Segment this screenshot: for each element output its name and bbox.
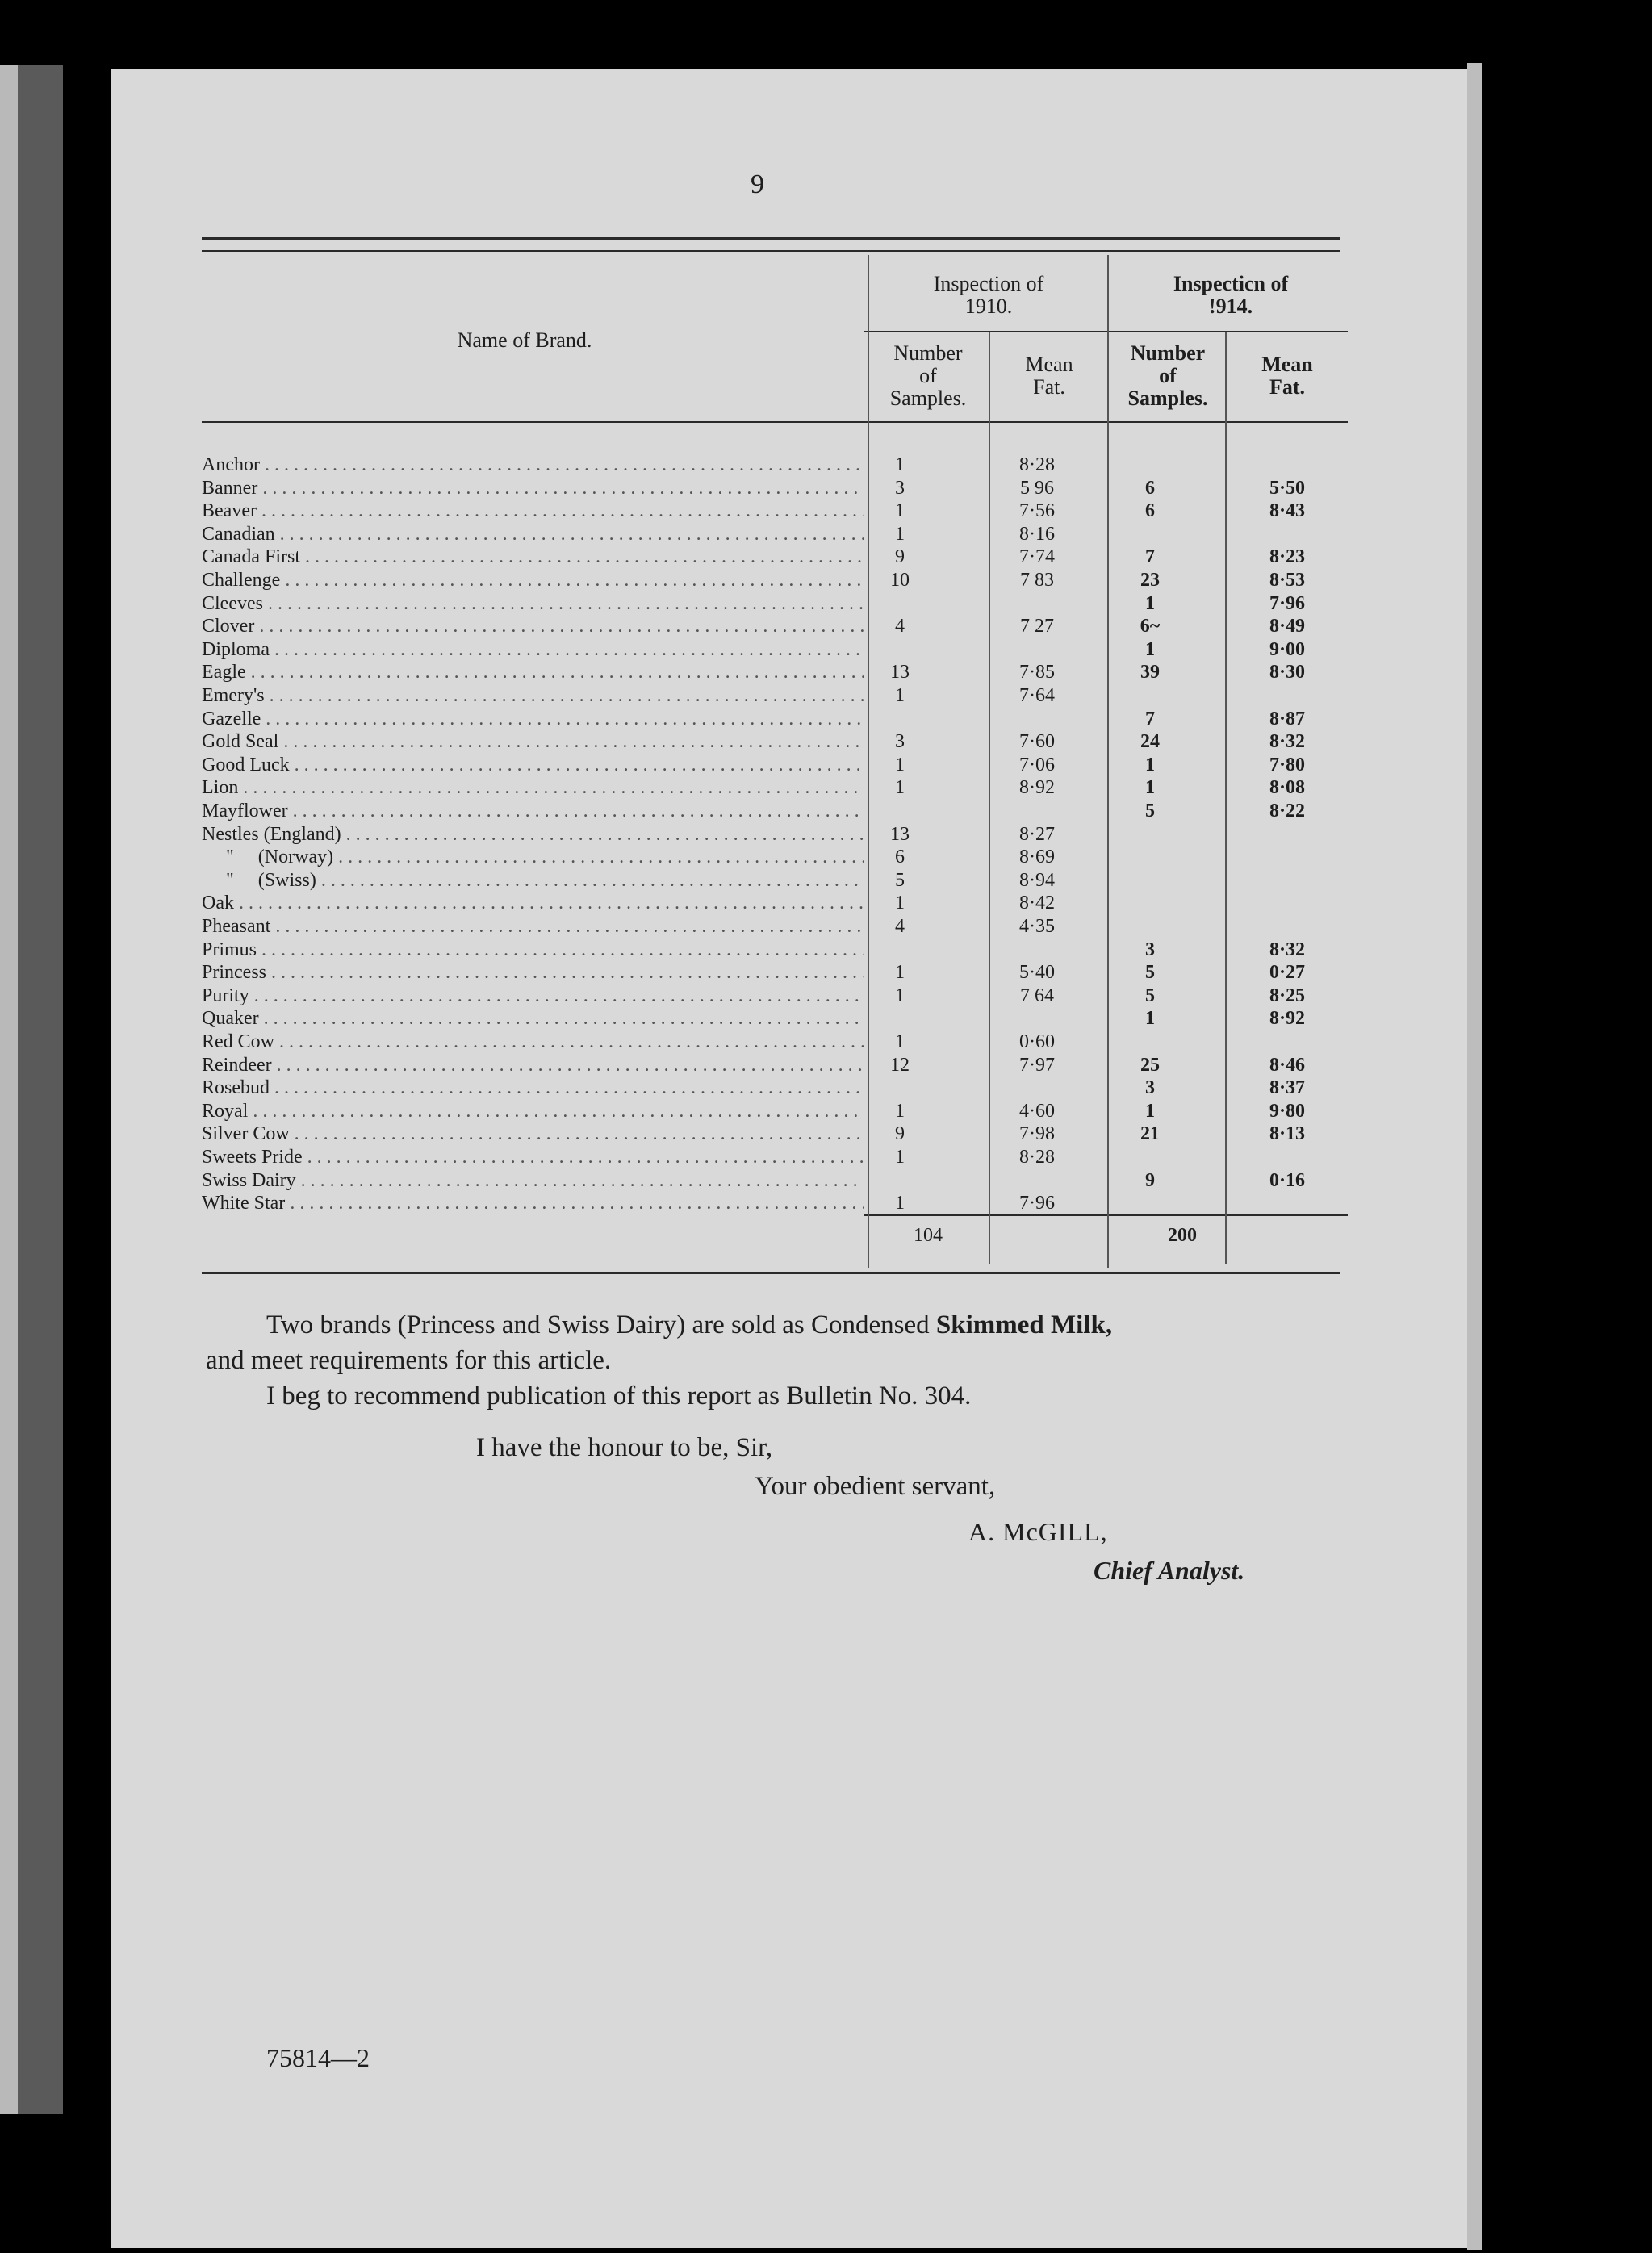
samples-1914: 7 bbox=[1145, 708, 1155, 729]
table-row bbox=[202, 454, 1348, 476]
brand-name: Clover . . . bbox=[202, 615, 864, 637]
samples-1910: 5 bbox=[895, 869, 905, 891]
fat-1914: 8·46 bbox=[1269, 1054, 1305, 1076]
samples-1914: 6 bbox=[1145, 477, 1155, 499]
fat-1910: 7·97 bbox=[1019, 1054, 1055, 1076]
fat-1910: 7·60 bbox=[1019, 731, 1055, 753]
fat-1914: 8·22 bbox=[1269, 800, 1305, 821]
samples-1910: 1 bbox=[895, 1193, 905, 1214]
samples-1914: 7 bbox=[1145, 546, 1155, 568]
table-row bbox=[202, 730, 1348, 753]
inspection-1914-header: Inspecticn of !914. bbox=[1173, 272, 1289, 318]
brand-name: Swiss Dairy . . . bbox=[202, 1169, 864, 1192]
fat-1910: 8·28 bbox=[1019, 454, 1055, 475]
samples-1910: 6 bbox=[895, 846, 905, 868]
fat-1910: 5 96 bbox=[1020, 477, 1054, 499]
samples-1910: 13 bbox=[890, 662, 910, 683]
table-row bbox=[202, 1192, 1348, 1214]
fat-1910: 7 83 bbox=[1020, 570, 1054, 591]
samples-1910: 4 bbox=[895, 616, 905, 637]
brand-name: Silver Cow . . . bbox=[202, 1122, 864, 1145]
fat-1910: 7·98 bbox=[1019, 1123, 1055, 1145]
fat-1914: 8·53 bbox=[1269, 570, 1305, 591]
samples-1914: 1 bbox=[1145, 1100, 1155, 1122]
brand-name: Quaker . . . bbox=[202, 1007, 864, 1030]
samples-1914: 39 bbox=[1140, 662, 1160, 683]
brand-name: Anchor . . . bbox=[202, 454, 864, 476]
fat-1910: 8·92 bbox=[1019, 777, 1055, 799]
fat-1914: 0·16 bbox=[1269, 1169, 1305, 1191]
table-top-rule bbox=[202, 237, 1340, 240]
fat-1914: 8·43 bbox=[1269, 500, 1305, 522]
brand-name: Eagle . . . bbox=[202, 661, 864, 683]
fat-1914: 8·30 bbox=[1269, 662, 1305, 683]
samples-1914: 6~ bbox=[1140, 616, 1161, 637]
fat-1914: 8·32 bbox=[1269, 731, 1305, 753]
table-row bbox=[202, 1100, 1348, 1122]
page-number: 9 bbox=[751, 169, 764, 199]
brand-name: Royal . . . bbox=[202, 1100, 864, 1122]
total-1914: 200 bbox=[1168, 1225, 1197, 1246]
fat-1910: 0·60 bbox=[1019, 1031, 1055, 1052]
table-row bbox=[202, 869, 1348, 892]
paragraph-brands-line1 bbox=[266, 1307, 1112, 1343]
table-row bbox=[202, 638, 1348, 661]
table-row bbox=[202, 684, 1348, 707]
fat-1910: 7·74 bbox=[1019, 546, 1055, 568]
subheader-rule bbox=[864, 331, 1348, 332]
fat-1910: 7·85 bbox=[1019, 662, 1055, 683]
table-row bbox=[202, 477, 1348, 500]
table-row bbox=[202, 708, 1348, 730]
samples-1910: 9 bbox=[895, 1123, 905, 1145]
samples-1914: 1 bbox=[1145, 638, 1155, 660]
table-row bbox=[202, 545, 1348, 568]
brand-name: Sweets Pride . . . bbox=[202, 1146, 864, 1168]
fat-1910: 8·27 bbox=[1019, 823, 1055, 845]
table-row bbox=[202, 776, 1348, 799]
table-row bbox=[202, 754, 1348, 776]
fat-1910: 7·96 bbox=[1019, 1193, 1055, 1214]
samples-1914: 9 bbox=[1145, 1169, 1155, 1191]
brand-name-header: Name of Brand. bbox=[457, 328, 592, 352]
number-samples-1914-header: Number of Samples. bbox=[1127, 341, 1208, 410]
fat-1910: 4·60 bbox=[1019, 1100, 1055, 1122]
fat-1910: 7·64 bbox=[1019, 685, 1055, 706]
table-row bbox=[202, 846, 1348, 868]
samples-1914: 1 bbox=[1145, 592, 1155, 614]
samples-1914: 1 bbox=[1145, 754, 1155, 775]
table-row bbox=[202, 961, 1348, 984]
brand-name: Rosebud . . . bbox=[202, 1076, 864, 1099]
table-row bbox=[202, 1007, 1348, 1030]
fat-1914: 8·87 bbox=[1269, 708, 1305, 729]
brand-name: Emery's . . . bbox=[202, 684, 864, 707]
brand-name: Mayflower . . . bbox=[202, 800, 864, 822]
brand-name: Good Luck . . . bbox=[202, 754, 864, 776]
page-edge bbox=[1467, 63, 1482, 2250]
samples-1914: 25 bbox=[1140, 1054, 1160, 1076]
samples-1910: 12 bbox=[890, 1054, 910, 1076]
table-row bbox=[202, 915, 1348, 938]
fat-1914: 7·96 bbox=[1269, 592, 1305, 614]
fat-1910: 7·56 bbox=[1019, 500, 1055, 522]
closing-honour: I have the honour to be, Sir, bbox=[476, 1433, 773, 1462]
total-rule bbox=[864, 1214, 1348, 1216]
fat-1914: 5·50 bbox=[1269, 477, 1305, 499]
fat-1914: 8·08 bbox=[1269, 777, 1305, 799]
brand-name: Reindeer . . . bbox=[202, 1054, 864, 1076]
table-row bbox=[202, 523, 1348, 545]
brand-name: Primus . . . bbox=[202, 938, 864, 961]
samples-1910: 1 bbox=[895, 454, 905, 475]
samples-1910: 1 bbox=[895, 523, 905, 545]
fat-1910: 8·94 bbox=[1019, 869, 1055, 891]
total-1910: 104 bbox=[914, 1225, 943, 1246]
brand-name: Oak . . . bbox=[202, 892, 864, 914]
table-row bbox=[202, 1030, 1348, 1053]
table-row bbox=[202, 823, 1348, 846]
header-bottom-rule bbox=[202, 421, 1348, 423]
samples-1914: 1 bbox=[1145, 1008, 1155, 1030]
samples-1914: 5 bbox=[1145, 984, 1155, 1006]
samples-1914: 5 bbox=[1145, 800, 1155, 821]
fat-1914: 8·92 bbox=[1269, 1008, 1305, 1030]
fat-1914: 8·49 bbox=[1269, 616, 1305, 637]
brand-name: Cleeves . . . bbox=[202, 592, 864, 615]
samples-1914: 5 bbox=[1145, 962, 1155, 984]
brand-name: Gold Seal . . . bbox=[202, 730, 864, 753]
fat-1914: 0·27 bbox=[1269, 962, 1305, 984]
samples-1914: 21 bbox=[1140, 1123, 1160, 1145]
table-row bbox=[202, 984, 1348, 1007]
paragraph-brands-text: Two brands (Princess and Swiss Dairy) are sold as Condensed bbox=[266, 1310, 936, 1340]
fat-1914: 9·00 bbox=[1269, 638, 1305, 660]
fat-1910: 7 27 bbox=[1020, 616, 1054, 637]
samples-1910: 3 bbox=[895, 731, 905, 753]
fat-1910: 4·35 bbox=[1019, 916, 1055, 937]
fat-1910: 8·69 bbox=[1019, 846, 1055, 868]
brand-name: Purity . . . bbox=[202, 984, 864, 1007]
table-row bbox=[202, 938, 1348, 961]
samples-1910: 4 bbox=[895, 916, 905, 937]
samples-1910: 9 bbox=[895, 546, 905, 568]
samples-1914: 3 bbox=[1145, 938, 1155, 960]
brand-name: Red Cow . . . bbox=[202, 1030, 864, 1053]
table-row bbox=[202, 500, 1348, 522]
table-row bbox=[202, 569, 1348, 591]
samples-1914: 1 bbox=[1145, 777, 1155, 799]
table-row bbox=[202, 1122, 1348, 1145]
signature-title: Chief Analyst. bbox=[1094, 1556, 1245, 1585]
mean-fat-1910-header: Mean Fat. bbox=[1025, 353, 1073, 399]
mean-fat-1914-header: Mean Fat. bbox=[1261, 353, 1313, 399]
fat-1910: 8·16 bbox=[1019, 523, 1055, 545]
number-samples-1910-header: Number of Samples. bbox=[889, 341, 967, 410]
table-row bbox=[202, 661, 1348, 683]
samples-1910: 1 bbox=[895, 962, 905, 984]
brand-name: Canadian . . . bbox=[202, 523, 864, 545]
left-page-inner bbox=[0, 65, 18, 2114]
paragraph-brands-line2: and meet requirements for this article. bbox=[206, 1346, 612, 1375]
brand-name: Canada First . . . bbox=[202, 545, 864, 568]
footer-code: 75814—2 bbox=[266, 2043, 370, 2072]
samples-1910: 1 bbox=[895, 892, 905, 914]
fat-1910: 8·28 bbox=[1019, 1147, 1055, 1168]
samples-1910: 13 bbox=[890, 823, 910, 845]
samples-1910: 1 bbox=[895, 984, 905, 1006]
samples-1910: 1 bbox=[895, 754, 905, 775]
fat-1914: 8·23 bbox=[1269, 546, 1305, 568]
fat-1910: 8·42 bbox=[1019, 892, 1055, 914]
paragraph-recommendation: I beg to recommend publication of this report as Bulletin No. 304. bbox=[266, 1381, 972, 1411]
paragraph-brands-bold: Skimmed Milk, bbox=[935, 1310, 1113, 1340]
fat-1910: 7 64 bbox=[1020, 984, 1054, 1006]
brand-name: Pheasant . . . bbox=[202, 915, 864, 938]
samples-1910: 1 bbox=[895, 1100, 905, 1122]
fat-1914: 8·25 bbox=[1269, 984, 1305, 1006]
brand-name: Lion . . . bbox=[202, 776, 864, 799]
table-row bbox=[202, 1169, 1348, 1192]
brand-name: " (Norway) . . . bbox=[202, 846, 864, 868]
samples-1910: 10 bbox=[890, 570, 910, 591]
samples-1910: 1 bbox=[895, 1031, 905, 1052]
samples-1914: 24 bbox=[1140, 731, 1160, 753]
fat-1914: 7·80 bbox=[1269, 754, 1305, 775]
samples-1910: 1 bbox=[895, 1147, 905, 1168]
fat-1914: 8·13 bbox=[1269, 1123, 1305, 1145]
brand-name: White Star . . . bbox=[202, 1192, 864, 1214]
brand-name: Banner . . . bbox=[202, 477, 864, 500]
brand-name: Nestles (England) . . . bbox=[202, 823, 864, 846]
samples-1910: 3 bbox=[895, 477, 905, 499]
brand-name: Challenge . . . bbox=[202, 569, 864, 591]
fat-1910: 5·40 bbox=[1019, 962, 1055, 984]
fat-1914: 9·80 bbox=[1269, 1100, 1305, 1122]
brand-name: Beaver . . . bbox=[202, 500, 864, 522]
signature-name: A. McGILL, bbox=[968, 1517, 1108, 1546]
brand-name: " (Swiss) . . . bbox=[202, 869, 864, 892]
table-row bbox=[202, 800, 1348, 822]
closing-servant: Your obedient servant, bbox=[755, 1472, 996, 1501]
table-row bbox=[202, 615, 1348, 637]
brand-name: Gazelle . . . bbox=[202, 708, 864, 730]
fat-1914: 8·32 bbox=[1269, 938, 1305, 960]
table-row bbox=[202, 1146, 1348, 1168]
inspection-1910-header: Inspection of 1910. bbox=[933, 272, 1044, 318]
table-row bbox=[202, 892, 1348, 914]
fat-1910: 7·06 bbox=[1019, 754, 1055, 775]
samples-1910: 1 bbox=[895, 500, 905, 522]
table-row bbox=[202, 1054, 1348, 1076]
table-row bbox=[202, 592, 1348, 615]
samples-1910: 1 bbox=[895, 777, 905, 799]
samples-1910: 1 bbox=[895, 685, 905, 706]
samples-1914: 6 bbox=[1145, 500, 1155, 522]
samples-1914: 23 bbox=[1140, 570, 1160, 591]
brand-name: Diploma . . . bbox=[202, 638, 864, 661]
samples-1914: 3 bbox=[1145, 1077, 1155, 1099]
fat-1914: 8·37 bbox=[1269, 1077, 1305, 1099]
table-bottom-rule bbox=[202, 1272, 1340, 1274]
brand-name: Princess . . . bbox=[202, 961, 864, 984]
table-row bbox=[202, 1076, 1348, 1099]
table-top-rule-2 bbox=[202, 250, 1340, 252]
